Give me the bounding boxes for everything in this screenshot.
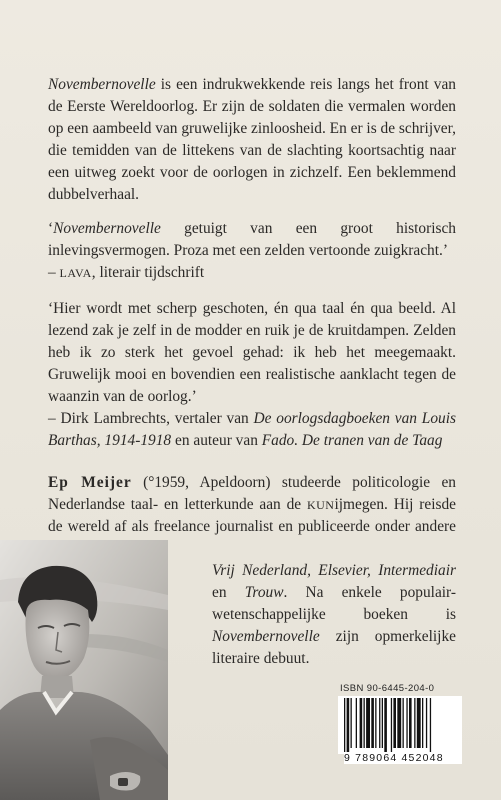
blurb-text: is een indrukwekkende reis langs het front van de Eerste Wereldoorlog. Er zijn de soldaten die vermalen worden op een aambeeld van gruwelijke zinloosheid. En er is de schrijver, die temidden van de littekens van de slachting koortsachtig naar een uitweg zoekt voor de oorlogen in zichzelf. Een beklemmend dubbelverhaal. — [48, 76, 456, 203]
author-photo — [0, 540, 168, 800]
quote-text: getuigt van een groot historisch inlevingsvermogen. Proza met een zelden vertoonde zuigkracht.’ — [48, 220, 456, 259]
bio-text-4: zijn opmerkelijke literaire debuut. — [212, 628, 456, 667]
author-name: Ep Meijer — [48, 474, 132, 491]
author-photo-image — [0, 540, 168, 800]
quote-book-1: De oorlogsdagboeken van Louis Barthas, 1914-1918 — [48, 410, 456, 449]
quote-source-prefix: – Dirk Lambrechts, vertaler van — [48, 410, 254, 427]
quote-source-name: LAVA — [59, 266, 92, 280]
bio-text-3: . Na enkele populair-wetenschappelijke boeken is — [212, 584, 457, 623]
review-quote-1 — [48, 218, 456, 284]
bio-kun: KUN — [306, 498, 335, 512]
bio-text-1: (°1959, Apeldoorn) studeerde politicologie en Nederlandse taal- en letterkunde aan de — [48, 474, 456, 513]
book-title: Novembernovelle — [212, 628, 320, 645]
quote-open-mark: ‘ — [48, 220, 54, 237]
blurb-paragraph — [48, 74, 456, 206]
book-title: Novembernovelle — [53, 220, 161, 237]
quote-book-2: Fado. De tranen van de Taag — [261, 432, 443, 449]
review-quote-2 — [48, 298, 456, 452]
quote-mid: en auteur van — [171, 432, 262, 449]
quote-source-rest: , literair tijdschrift — [91, 264, 205, 281]
barcode-bars — [338, 696, 462, 754]
bio-and: en — [212, 584, 245, 601]
bio-text-2: ijmegen. Hij reisde de wereld af als freelance journalist en publiceerde onder andere — [48, 496, 456, 535]
quote-dash: – — [48, 264, 60, 281]
bio-trouw: Trouw — [244, 584, 284, 601]
barcode — [338, 696, 462, 754]
bio-publications: Vrij Nederland, Elsevier, Intermediair — [212, 562, 456, 579]
ean-number: 9 789064 452048 — [344, 752, 462, 764]
isbn-label: ISBN 90-6445-204-0 — [340, 683, 435, 694]
book-title: Novembernovelle — [48, 76, 156, 93]
quote-text: ‘Hier wordt met scherp geschoten, én qua taal én qua beeld. Al lezend zak je zelf in de modder en ruik je de kruitdampen. Zelden heb ik zo sterk het gevoel gehad: ik heb het meegemaakt. Gruwelijk mooi en bovendien een realistische aanklacht tegen de waanzin van de oorlog.’ — [48, 300, 456, 405]
